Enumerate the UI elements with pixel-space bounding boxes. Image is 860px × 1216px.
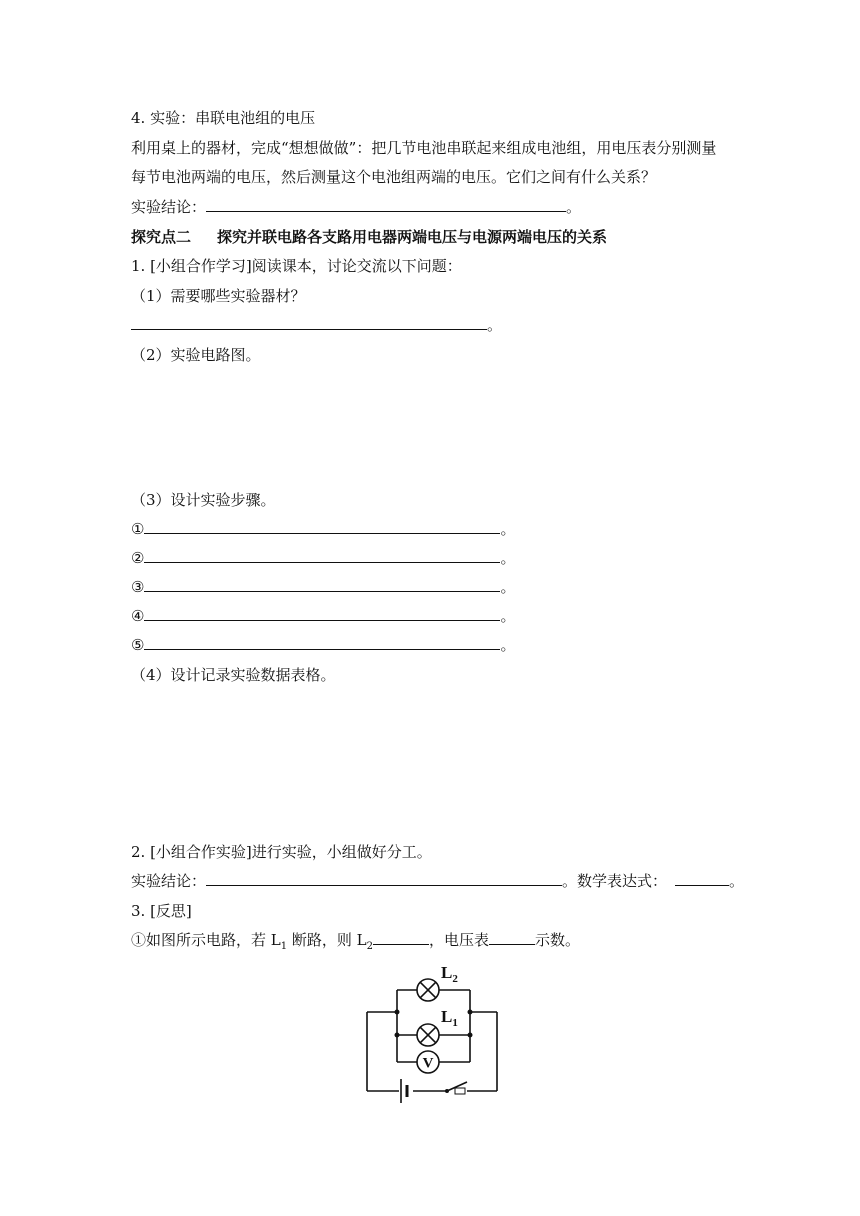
junction-dot bbox=[468, 1033, 473, 1038]
switch-icon bbox=[445, 1088, 465, 1094]
point2-heading bbox=[131, 227, 607, 247]
lamp-l2-label bbox=[441, 963, 458, 985]
voltmeter-blank[interactable] bbox=[489, 930, 535, 945]
step-line-4 bbox=[131, 606, 515, 626]
junction-dot bbox=[468, 1010, 473, 1015]
step-marker: ④ bbox=[131, 607, 145, 625]
lamp-l2-icon bbox=[417, 979, 439, 1001]
step-blank[interactable] bbox=[144, 606, 500, 621]
voltmeter-icon bbox=[417, 1051, 439, 1073]
junction-dot bbox=[395, 1010, 400, 1015]
conclusion-label: 实验结论： bbox=[131, 198, 207, 216]
q3-question bbox=[131, 930, 580, 957]
step-line-1 bbox=[131, 519, 515, 539]
section4-paragraph-line1: 利用桌上的器材，完成“想想做做”：把几节电池串联起来组成电池组，用电压表分别测量 bbox=[131, 139, 717, 157]
junction-dot bbox=[395, 1033, 400, 1038]
materials-blank[interactable] bbox=[131, 315, 487, 330]
l1-subscript: 1 bbox=[280, 941, 288, 952]
section4-title: 4. 实验：串联电池组的电压 bbox=[131, 109, 316, 127]
period: 。 bbox=[729, 872, 745, 890]
period: 。 bbox=[487, 316, 503, 334]
q1-sub1: （1）需要哪些实验器材？ bbox=[131, 287, 306, 305]
step-blank[interactable] bbox=[144, 577, 500, 592]
section4-paragraph-line2: 每节电池两端的电压，然后测量这个电池组两端的电压。它们之间有什么关系？ bbox=[131, 168, 657, 186]
q3-text-b: 断路，则 L bbox=[287, 931, 367, 949]
circuit-diagram bbox=[355, 960, 515, 1110]
q2-title: 2. [小组合作实验]进行实验，小组做好分工。 bbox=[131, 843, 432, 861]
period: 。 bbox=[500, 549, 516, 567]
period: 。 bbox=[500, 520, 516, 538]
period: 。 bbox=[500, 578, 516, 596]
step-line-3 bbox=[131, 577, 515, 597]
conclusion-blank[interactable] bbox=[206, 197, 566, 212]
step-marker: ① bbox=[131, 520, 145, 538]
q3-title: 3. [反思] bbox=[131, 902, 192, 920]
step-line-2 bbox=[131, 548, 515, 568]
period: 。 bbox=[566, 198, 582, 216]
conclusion-label: 实验结论： bbox=[131, 872, 207, 890]
voltmeter-label: V bbox=[422, 1055, 434, 1072]
lamp-l1-label bbox=[441, 1007, 458, 1029]
q3-text-a: ①如图所示电路，若 L bbox=[131, 931, 281, 949]
q1-sub4: （4）设计记录实验数据表格。 bbox=[131, 666, 336, 684]
step-blank[interactable] bbox=[144, 635, 500, 650]
step-marker: ② bbox=[131, 549, 145, 567]
q1-sub3: （3）设计实验步骤。 bbox=[131, 491, 276, 509]
step-blank[interactable] bbox=[144, 519, 500, 534]
lamp-l1-icon bbox=[417, 1024, 439, 1046]
lamp-l1-subscript: 1 bbox=[452, 1017, 458, 1029]
lamp-l2-letter: L bbox=[441, 963, 453, 982]
point2-label: 探究点二 bbox=[131, 228, 192, 246]
step-marker: ⑤ bbox=[131, 636, 145, 654]
lamp-l1-letter: L bbox=[441, 1007, 453, 1026]
q1-sub2: （2）实验电路图。 bbox=[131, 346, 261, 364]
q3-text-c: ，电压表 bbox=[428, 931, 489, 949]
battery-icon bbox=[401, 1079, 407, 1103]
q2-conclusion bbox=[131, 871, 744, 891]
step-line-5 bbox=[131, 635, 515, 655]
period: 。 bbox=[500, 636, 516, 654]
conclusion-blank[interactable] bbox=[206, 871, 562, 886]
formula-label: 。数学表达式： bbox=[562, 872, 668, 890]
l2-state-blank[interactable] bbox=[373, 930, 429, 945]
q1-materials-answer bbox=[131, 315, 502, 335]
q1-title: 1. [小组合作学习]阅读课本，讨论交流以下问题： bbox=[131, 257, 462, 275]
l2-subscript: 2 bbox=[366, 941, 373, 952]
q3-text-d: 示数。 bbox=[535, 931, 581, 949]
step-blank[interactable] bbox=[144, 548, 500, 563]
formula-blank[interactable] bbox=[675, 871, 729, 886]
step-marker: ③ bbox=[131, 578, 145, 596]
section4-conclusion bbox=[131, 197, 581, 217]
lamp-l2-subscript: 2 bbox=[452, 973, 458, 985]
point2-title: 探究并联电路各支路用电器两端电压与电源两端电压的关系 bbox=[217, 228, 608, 246]
period: 。 bbox=[500, 607, 516, 625]
